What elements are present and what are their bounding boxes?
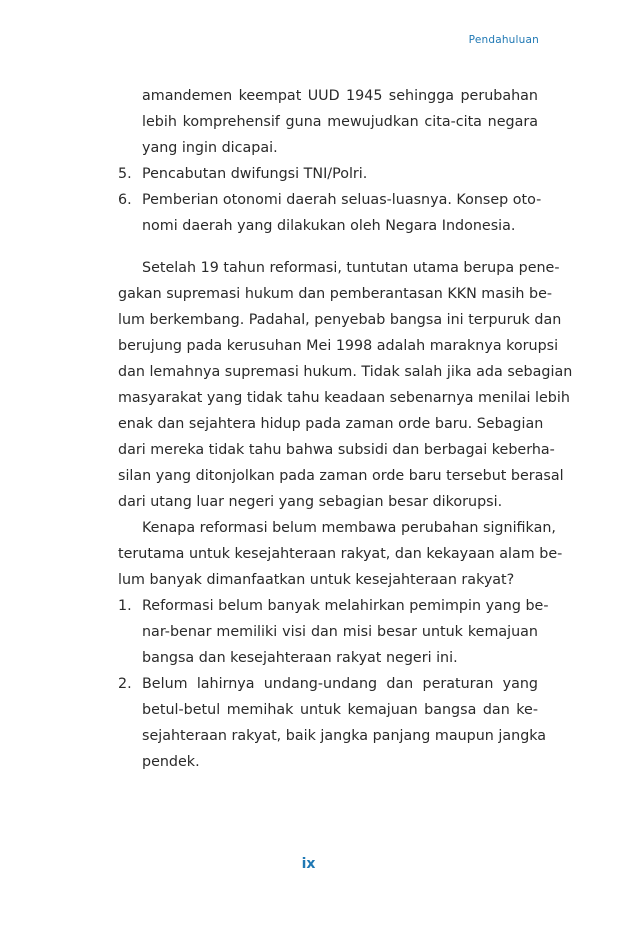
list-text: Pencabutan dwifungsi TNI/Polri. xyxy=(142,166,368,182)
list-item xyxy=(118,593,549,619)
paragraph-line: Setelah 19 tahun reformasi, tuntutan utama berupa pene- xyxy=(142,260,560,276)
paragraph-line: terutama untuk kesejahteraan rakyat, dan kekayaan alam be- xyxy=(118,546,563,562)
paragraph-line: Kenapa reformasi belum membawa perubahan signifikan, xyxy=(142,520,556,536)
list-text: Reformasi belum banyak melahirkan pemimpin yang be- xyxy=(142,598,549,614)
list-number: 2. xyxy=(118,676,132,692)
paragraph-line: gakan supremasi hukum dan pemberantasan KKN masih be- xyxy=(118,286,553,302)
list-number: 5. xyxy=(118,166,132,182)
list-item xyxy=(118,187,542,213)
text-line: lebih komprehensif guna mewujudkan cita-cita negara xyxy=(142,114,538,130)
text-line: amandemen keempat UUD 1945 sehingga perubahan xyxy=(142,88,538,104)
list-text: Belum lahirnya undang-undang dan peraturan yang xyxy=(142,676,538,692)
text-line: yang ingin dicapai. xyxy=(142,140,278,156)
paragraph-line: lum berkembang. Padahal, penyebab bangsa ini terpuruk dan xyxy=(118,312,562,328)
text-line: bangsa dan kesejahteraan rakyat negeri ini. xyxy=(142,650,458,666)
running-header: Pendahuluan xyxy=(468,34,539,46)
text-line: nomi daerah yang dilakukan oleh Negara Indonesia. xyxy=(142,218,516,234)
list-item xyxy=(118,671,538,697)
list-item xyxy=(118,161,538,187)
paragraph-line: lum banyak dimanfaatkan untuk kesejahteraan rakyat? xyxy=(118,572,515,588)
list-text: Pemberian otonomi daerah seluas-luasnya. Konsep oto- xyxy=(142,192,542,208)
list-number: 1. xyxy=(118,598,132,614)
paragraph-line: berujung pada kerusuhan Mei 1998 adalah maraknya korupsi xyxy=(118,338,559,354)
list-number: 6. xyxy=(118,192,132,208)
paragraph-line: dan lemahnya supremasi hukum. Tidak salah jika ada sebagian xyxy=(118,364,573,380)
text-line: nar-benar memiliki visi dan misi besar untuk kemajuan xyxy=(142,624,538,640)
text-line: betul-betul memihak untuk kemajuan bangsa dan ke- xyxy=(142,702,538,718)
paragraph-line: dari mereka tidak tahu bahwa subsidi dan berbagai keberha- xyxy=(118,442,555,458)
text-line: pendek. xyxy=(142,754,200,770)
paragraph-line: masyarakat yang tidak tahu keadaan sebenarnya menilai lebih xyxy=(118,390,570,406)
paragraph-line: enak dan sejahtera hidup pada zaman orde baru. Sebagian xyxy=(118,416,544,432)
text-line: sejahteraan rakyat, baik jangka panjang maupun jangka xyxy=(142,728,547,744)
page-number: ix xyxy=(301,856,316,872)
paragraph-line: dari utang luar negeri yang sebagian besar dikorupsi. xyxy=(118,494,503,510)
page-body xyxy=(118,83,573,775)
paragraph-line: silan yang ditonjolkan pada zaman orde baru tersebut berasal xyxy=(118,468,564,484)
